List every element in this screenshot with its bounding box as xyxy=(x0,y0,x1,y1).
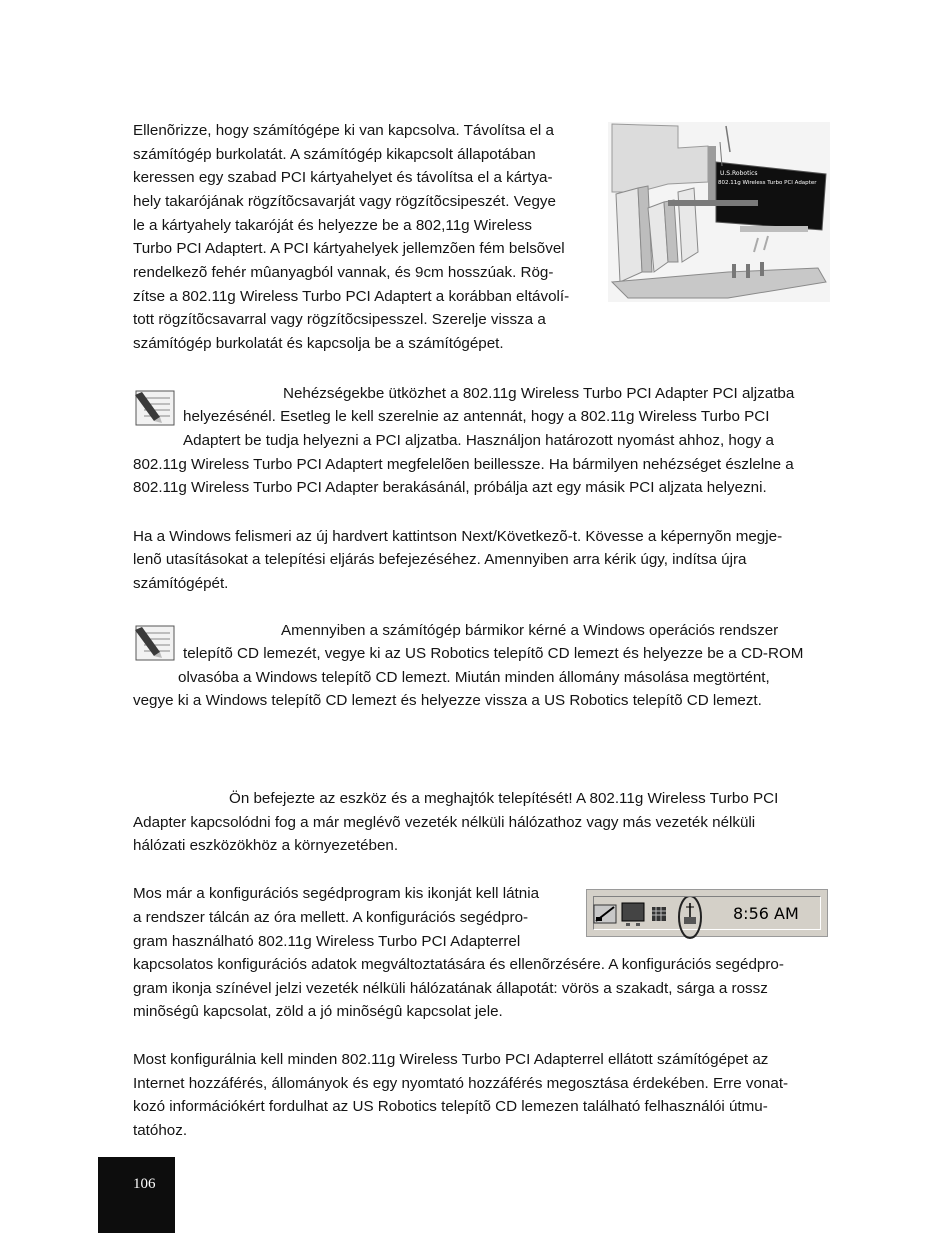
text-line: Turbo PCI Adaptert. A PCI kártyahelyek jellemzõen fém belsõvel xyxy=(133,240,565,257)
text-line: le a kártyahely takaróját és helyezze be a 802,11g Wireless xyxy=(133,217,533,234)
text-line: Ön befejezte az eszköz és a meghajtók telepítését! A 802.11g Wireless Turbo PCI xyxy=(229,790,779,807)
note-pencil-icon xyxy=(132,389,176,427)
text-line: gram használható 802.11g Wireless Turbo PCI Adapterrel xyxy=(133,933,521,950)
text-line: kapcsolatos konfigurációs adatok megváltoztatására és ellenõrzésére. A konfigurációs segédpro- xyxy=(133,956,784,973)
text-line: számítógép burkolatát. A számítógép kikapcsolt állapotában xyxy=(133,146,536,163)
text-line: helyezésénél. Esetleg le kell szerelnie az antennát, hogy a 802.11g Wireless Turbo PCI xyxy=(183,408,770,425)
text-line: Amennyiben a számítógép bármikor kérné a Windows operációs rendszer xyxy=(281,622,779,639)
text-line: tott rögzítõcsavarral vagy rögzítõcsipesszel. Szerelje vissza a xyxy=(133,311,546,328)
text-line: Most konfigurálnia kell minden 802.11g Wireless Turbo PCI Adapterrel ellátott számítógépet az xyxy=(133,1051,769,1068)
text-line: olvasóba a Windows telepítõ CD lemezt. Miután minden állomány másolása megtörtént, xyxy=(178,669,770,686)
text-line: 802.11g Wireless Turbo PCI Adapter berakásánál, próbálja azt egy másik PCI aljzata helyezni. xyxy=(133,479,767,496)
grid-tray-icon xyxy=(652,907,666,921)
text-line: hálózati eszközökhöz a környezetében. xyxy=(133,837,399,854)
text-line: 802.11g Wireless Turbo PCI Adaptert megfelelõen beillessze. Ha bármilyen nehézséget észlelne a xyxy=(133,456,794,473)
network-tray-icon xyxy=(594,905,616,923)
text-line: keressen egy szabad PCI kártyahelyet és távolítsa el a kártya- xyxy=(133,169,553,186)
text-line: tatóhoz. xyxy=(133,1122,188,1139)
text-line: hely takarójának rögzítõcsavarját vagy rögzítõcsipeszét. Vegye xyxy=(133,193,556,210)
wireless-utility-tray-icon xyxy=(679,897,701,938)
text-line: gram ikonja színével jelzi vezeték nélküli hálózatának állapotát: vörös a szakadt, sárga a rossz xyxy=(133,980,768,997)
text-line: számítógépét. xyxy=(133,575,229,592)
text-line: minõségû kapcsolat, zöld a jó minõségû kapcsolat jele. xyxy=(133,1003,503,1020)
text-line: Mos már a konfigurációs segédprogram kis ikonját kell látnia xyxy=(133,885,540,902)
card-label: 802.11g Wireless Turbo PCI Adapter xyxy=(718,180,817,186)
text-line: rendelkezõ fehér mûanyagból vannak, és 9cm hosszúak. Rög- xyxy=(133,264,554,281)
text-line: Nehézségekbe ütközhet a 802.11g Wireless Turbo PCI Adapter PCI aljzatba xyxy=(283,385,795,402)
svg-text:U.S.Robotics: U.S.Robotics xyxy=(720,170,758,177)
text-line: lenõ utasításokat a telepítési eljárás befejezéséhez. Amennyiben arra kérik úgy, indítsa újra xyxy=(133,551,747,568)
pci-card-installation-illustration xyxy=(608,122,830,302)
text-line: vegye ki a Windows telepítõ CD lemezt és helyezze vissza a US Robotics telepítõ CD lemezt. xyxy=(133,692,762,709)
text-line: Ellenõrizze, hogy számítógépe ki van kapcsolva. Távolítsa el a xyxy=(133,122,554,139)
text-line: számítógép burkolatát és kapcsolja be a számítógépet. xyxy=(133,335,504,352)
text-line: kozó információkért fordulhat az US Robotics telepítõ CD lemezen található felhasználói útmu- xyxy=(133,1098,768,1115)
tray-clock: 8:56 AM xyxy=(733,904,799,923)
text-line: Ha a Windows felismeri az új hardvert kattintson Next/Következõ-t. Kövesse a képernyõn megje- xyxy=(133,528,783,545)
text-line: telepítõ CD lemezét, vegye ki az US Robotics telepítõ CD lemezt és helyezze be a CD-ROM xyxy=(183,645,804,662)
monitor-tray-icon xyxy=(622,903,644,926)
page-number: 106 xyxy=(133,1176,156,1192)
note-pencil-icon xyxy=(132,624,176,662)
text-line: a rendszer tálcán az óra mellett. A konfigurációs segédpro- xyxy=(133,909,529,926)
text-line: Adaptert be tudja helyezni a PCI aljzatba. Használjon határozott nyomást ahhoz, hogy a xyxy=(183,432,774,449)
text-line: Internet hozzáférés, állományok és egy nyomtató hozzáférés megosztása érdekében. Erre vonat- xyxy=(133,1075,789,1092)
page-number-tab xyxy=(98,1157,175,1233)
text-line: zítse a 802.11g Wireless Turbo PCI Adaptert a korábban eltávolí- xyxy=(133,288,570,305)
tray-icons xyxy=(592,897,712,941)
text-line: Adapter kapcsolódni fog a már meglévõ vezeték nélküli hálózathoz vagy más vezeték nélküli xyxy=(133,814,756,831)
